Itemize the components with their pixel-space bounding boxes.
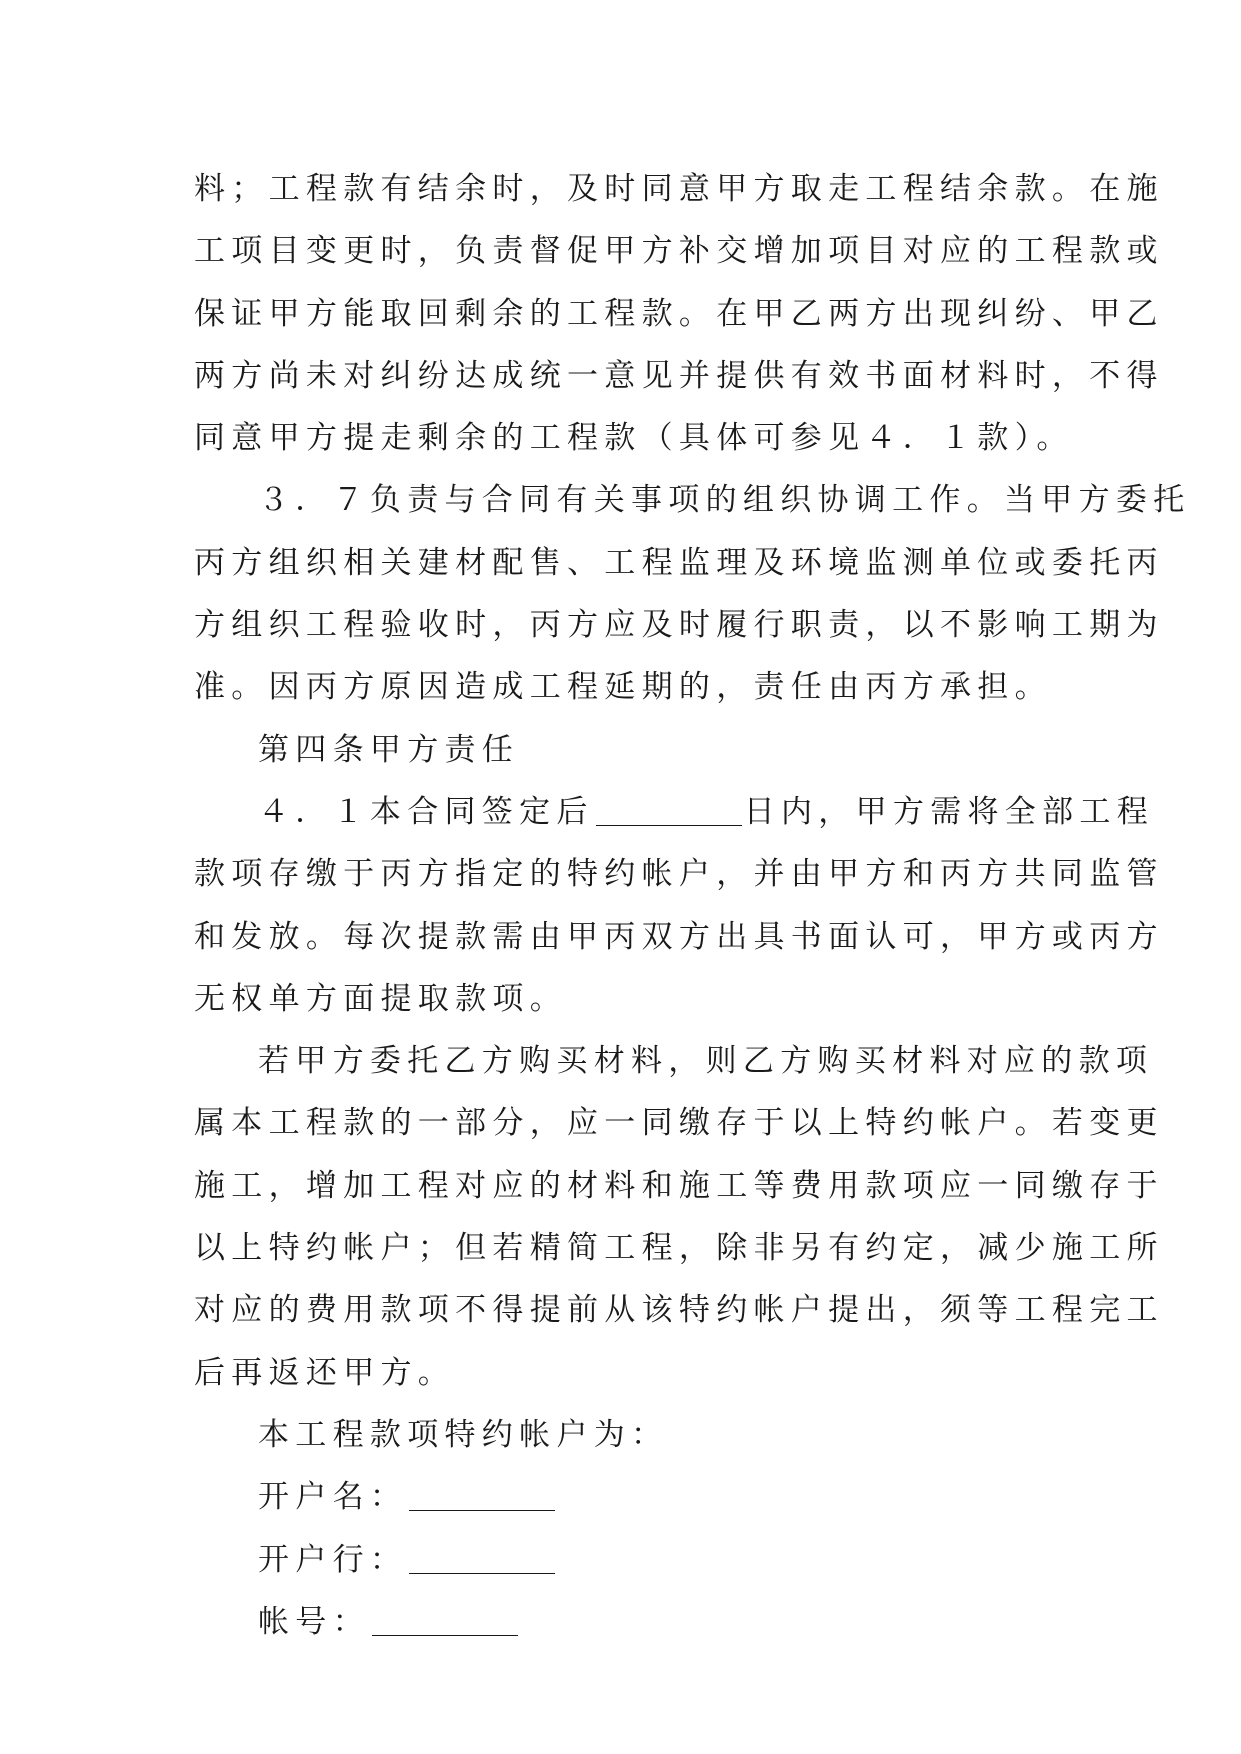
account-number-field[interactable] [372, 1605, 518, 1636]
section-heading: 第四条甲方责任 [258, 731, 520, 768]
paragraph-line: 料；工程款有结余时，及时同意甲方取走工程结余款。在施 [194, 171, 1164, 207]
paragraph-line: 方组织工程验收时，丙方应及时履行职责，以不影响工期为 [194, 607, 1164, 644]
clause-text: ４．１本合同签定后 [258, 793, 594, 830]
paragraph-line: 工项目变更时，负责督促甲方补交增加项目对应的工程款或 [194, 233, 1164, 270]
bank-row [194, 1529, 1054, 1591]
paragraph-line: 同意甲方提走剩余的工程款（具体可参见４．１款）。 [194, 420, 1074, 457]
days-blank-field[interactable] [596, 795, 742, 826]
paragraph-line: 和发放。每次提款需由甲丙双方出具书面认可，甲方或丙方 [194, 918, 1164, 955]
paragraph-line: 丙方组织相关建材配售、工程监理及环境监测单位或委托丙 [194, 544, 1164, 581]
paragraph-line: 若甲方委托乙方购买材料，则乙方购买材料对应的款项 [258, 1043, 1154, 1080]
paragraph-line: 保证甲方能取回剩余的工程款。在甲乙两方出现纠纷、甲乙 [194, 295, 1164, 332]
paragraph-line: 对应的费用款项不得提前从该特约帐户提出，须等工程完工 [194, 1292, 1164, 1329]
account-intro: 本工程款项特约帐户为： [258, 1416, 669, 1453]
bank-label: 开户行： [258, 1541, 408, 1578]
paragraph-line: 属本工程款的一部分，应一同缴存于以上特约帐户。若变更 [194, 1105, 1164, 1142]
account-number-label: 帐号： [258, 1603, 370, 1640]
paragraph-line: 款项存缴于丙方指定的特约帐户，并由甲方和丙方共同监管 [194, 856, 1164, 893]
paragraph-line: 两方尚未对纠纷达成统一意见并提供有效书面材料时，不得 [194, 357, 1164, 394]
paragraph-line: 准。因丙方原因造成工程延期的，责任由丙方承担。 [194, 669, 1052, 706]
bank-field[interactable] [409, 1543, 555, 1574]
account-name-label: 开户名： [258, 1479, 408, 1516]
paragraph-line: 无权单方面提取款项。 [194, 980, 567, 1017]
account-name-row [194, 1466, 1054, 1528]
document-page [194, 158, 1191, 1653]
account-name-field[interactable] [409, 1480, 555, 1511]
paragraph-line: ３．７负责与合同有关事项的组织协调工作。当甲方委托 [258, 482, 1191, 519]
paragraph-line [194, 781, 1155, 843]
paragraph-line: 施工，增加工程对应的材料和施工等费用款项应一同缴存于 [194, 1167, 1164, 1204]
paragraph-line: 以上特约帐户；但若精简工程，除非另有约定，减少施工所 [194, 1230, 1164, 1267]
paragraph-line: 后再返还甲方。 [194, 1354, 456, 1391]
clause-text: 日内，甲方需将全部工程 [743, 793, 1155, 830]
account-number-row [194, 1591, 1054, 1653]
